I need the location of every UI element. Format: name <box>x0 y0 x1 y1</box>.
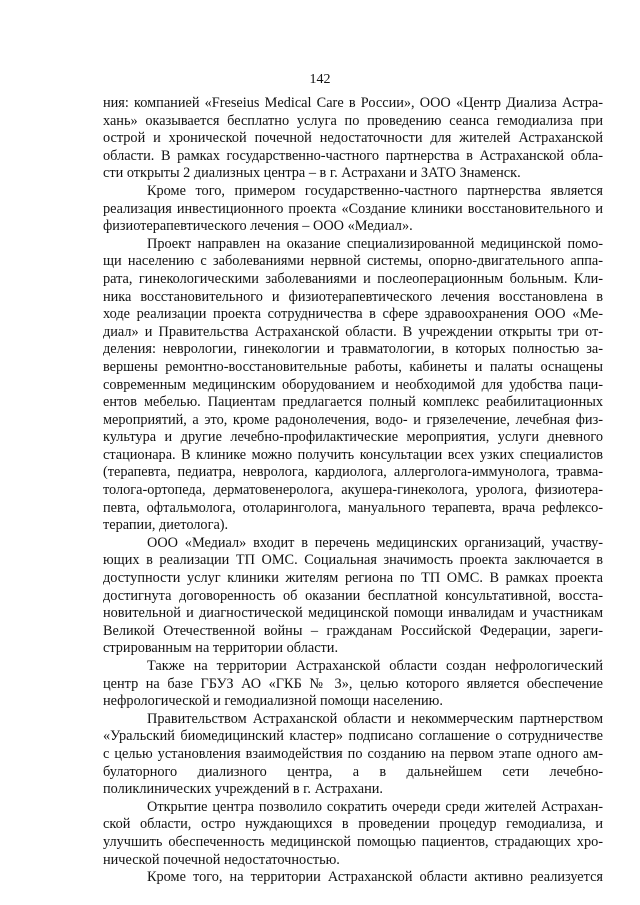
text-line: Проект направлен на оказание специализированной медицинской помо- <box>147 235 603 252</box>
text-line: физиотерапевтического лечения – ООО «Медиал». <box>103 218 413 235</box>
text-line: Кроме того, примером государственно-частного партнерства является <box>147 182 603 199</box>
text-line: ния: компанией «Freseius Medical Care в России», ООО «Центр Диализа Астра- <box>103 95 603 111</box>
text-line: стационара. В клинике можно получить консультации всех узких специалистов <box>103 446 603 463</box>
text-line: современным медицинским оборудованием и необходимой для удобства паци- <box>103 376 603 393</box>
paragraph <box>103 658 603 711</box>
text-line: достигнута договоренность об оказании бесплатной консультативной, восста- <box>103 587 603 604</box>
text-line: певта, офтальмолога, отоларинголога, мануального терапевта, врача рефлексо- <box>103 499 603 516</box>
text-line: поликлинических учреждений в г. Астрахани. <box>103 781 383 798</box>
text-line: новительной и диагностической медицинской помощи инвалидам и участникам <box>103 605 603 622</box>
text-line: ской области, остро нуждающихся в проведении процедур гемодиализа, и <box>103 816 603 833</box>
paragraph <box>103 711 603 799</box>
text-line: мероприятий, а это, кроме радонолечения, водо- и грязелечение, лечебная физ- <box>103 411 603 428</box>
text-line: деления: неврологии, гинекологии и травматологии, в которых полностью за- <box>103 341 603 358</box>
paragraph <box>103 799 603 869</box>
text-line: «Уральский биомедицинский кластер» подписано соглашение о сотрудничестве <box>103 728 603 745</box>
text-line: ника восстановительного и физиотерапевтического лечения восстановлена в <box>103 288 603 305</box>
text-line: улучшить обеспеченность медицинской помощью пациентов, страдающих хро- <box>103 833 603 850</box>
text-line: вершены ремонтно-восстановительные работы, кабинеты и палаты оснащены <box>103 358 603 375</box>
text-line: сти открыты 2 диализных центра – в г. Астрахани и ЗАТО Знаменск. <box>103 165 521 182</box>
text-line: центр на базе ГБУЗ АО «ГКБ № 3», целью которого является обеспечение <box>103 675 603 692</box>
text-line: хань» оказывается бесплатно услуга по проведению сеанса гемодиализа при <box>103 112 603 129</box>
text-line: области. В рамках государственно-частного партнерства в Астраханской обла- <box>103 147 603 164</box>
paragraph <box>103 535 603 658</box>
text-line: острой и хронической почечной недостаточности для жителей Астраханской <box>103 130 603 147</box>
page-number: 142 <box>309 72 331 87</box>
text-line: терапии, диетолога). <box>103 517 229 534</box>
paragraph <box>103 183 603 236</box>
text-line: ООО «Медиал» входит в перечень медицинских организаций, участву- <box>147 534 603 551</box>
text-line: (терапевта, педиатра, невролога, кардиолога, аллерголога-иммунолога, травма- <box>103 464 603 481</box>
text-line: Открытие центра позволило сократить очереди среди жителей Астрахан- <box>147 798 603 815</box>
text-line: толога-ортопеда, дерматовенеролога, акушера-гинеколога, уролога, физиотера- <box>103 482 603 499</box>
paragraph <box>103 869 603 887</box>
text-line: культура и другие лечебно-профилактические мероприятия, услуги дневного <box>103 429 603 446</box>
text-line: с целью установления взаимодействия по созданию на первом этапе одного ам- <box>103 745 603 762</box>
text-line: Кроме того, на территории Астраханской области активно реализуется <box>147 869 603 886</box>
text-line: щи населению с заболеваниями нервной системы, опорно-двигательного аппа- <box>103 253 603 270</box>
text-line: рата, гинекологическими заболеваниями и послеоперационным больным. Кли- <box>103 270 603 287</box>
text-line: ющих в реализации ТП ОМС. Социальная значимость проекта заключается в <box>103 552 603 569</box>
text-line: нефрологической и гемодиализной помощи населению. <box>103 693 443 710</box>
text-line: булаторного диализного центра, а в дальнейшем сети лечебно- <box>103 763 603 780</box>
paragraph <box>103 236 603 535</box>
text-line: диал» и Правительства Астраханской области. В учреждении открыты три от- <box>103 323 603 340</box>
text-line: ентов мебелью. Пациентам предлагается полный комплекс реабилитационных <box>103 394 603 411</box>
text-line: доступности услуг клиники жителям региона по ТП ОМС. В рамках проекта <box>103 570 603 587</box>
text-line: Также на территории Астраханской области создан нефрологический <box>147 658 603 674</box>
text-line: стрированным на территории области. <box>103 640 339 657</box>
paragraph <box>103 95 603 183</box>
text-line: Правительством Астраханской области и некоммерческим партнерством <box>147 710 603 727</box>
text-line: реализация инвестиционного проекта «Создание клиники восстановительного и <box>103 200 603 217</box>
text-line: ходе реализации проекта сотрудничества в сфере здравоохранения ООО «Ме- <box>103 306 603 323</box>
text-line: нической почечной недостаточностью. <box>103 851 340 868</box>
document-body <box>103 95 603 887</box>
text-line: Великой Отечественной войны – гражданам Российской Федерации, зареги- <box>103 622 603 639</box>
